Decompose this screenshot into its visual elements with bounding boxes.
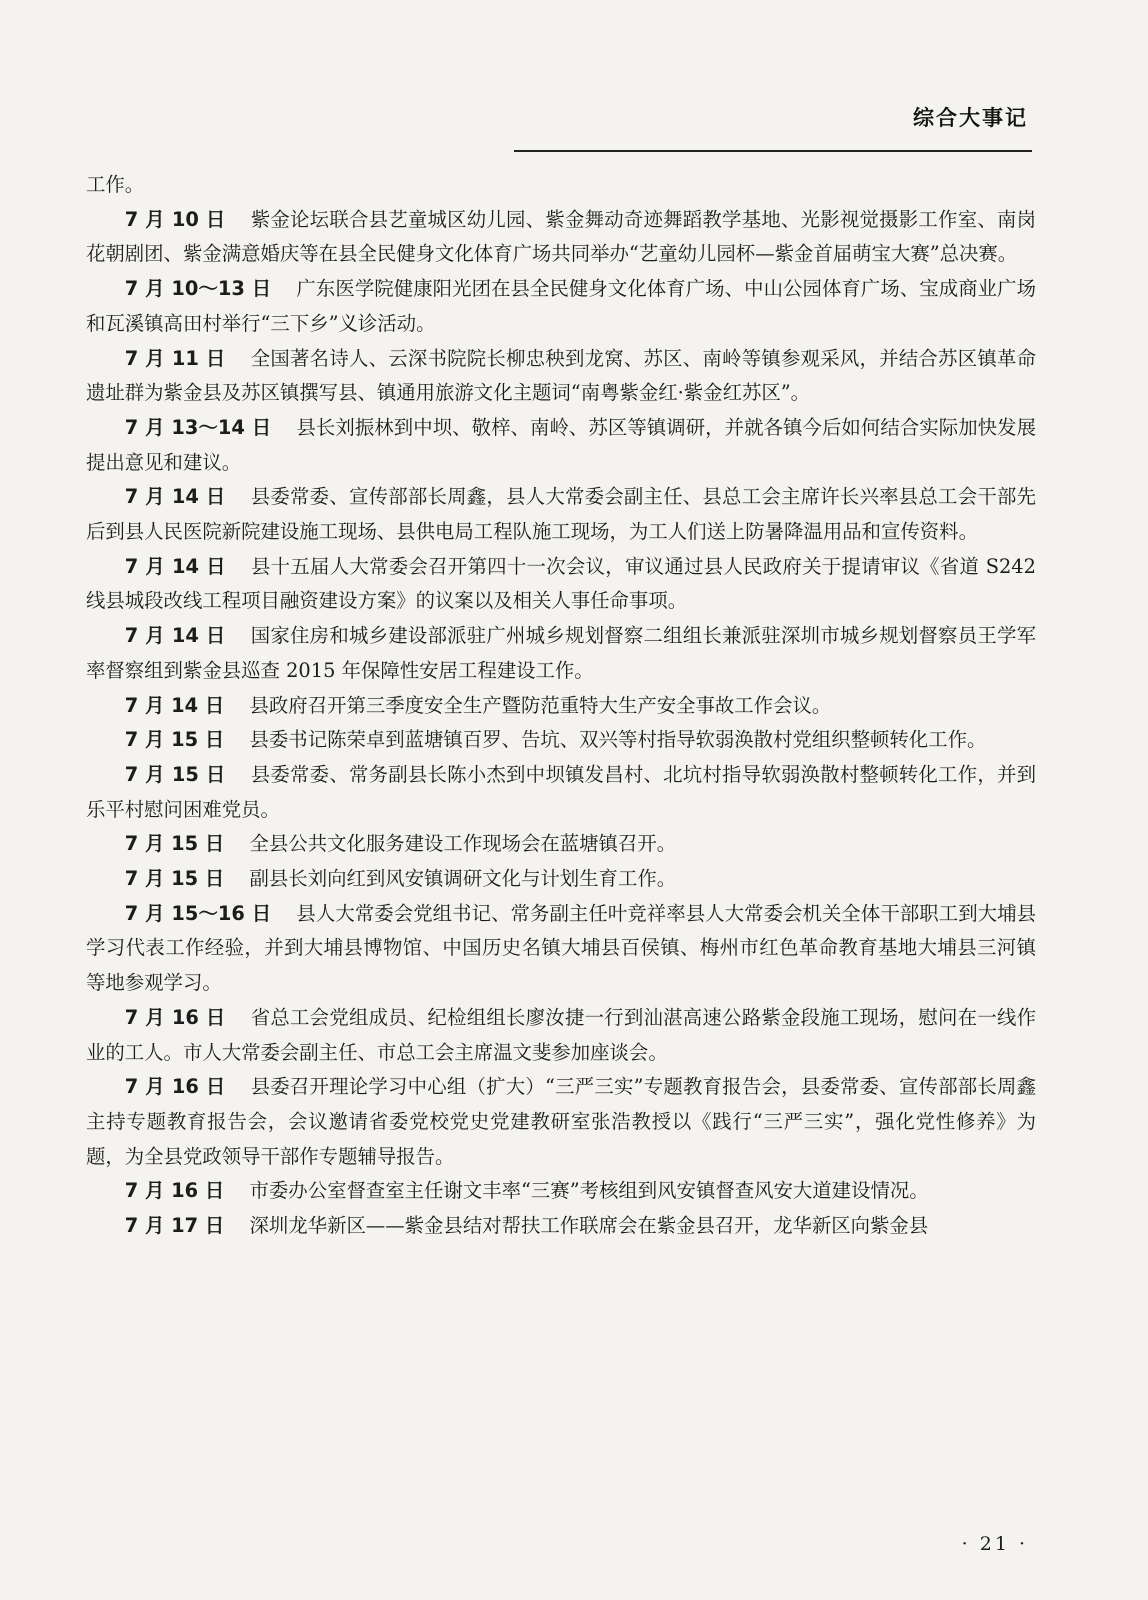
chronicle-entry — [86, 723, 1036, 758]
chronicle-entry — [86, 1174, 1036, 1209]
entry-text: 县委常委、常务副县长陈小杰到中坝镇发昌村、北坑村指导软弱涣散村整顿转化工作，并到乐平村慰问困难党员。 — [86, 762, 1037, 821]
chronicle-entry — [86, 411, 1036, 480]
entry-date: 7 月 14 日 — [124, 485, 226, 509]
entry-text: 县委书记陈荣卓到蓝塘镇百罗、告坑、双兴等村指导软弱涣散村党组织整顿转化工作。 — [249, 728, 987, 752]
entry-text: 县委召开理论学习中心组（扩大）“三严三实”专题教育报告会，县委常委、宣传部部长周鑫主持专题教育报告会，会议邀请省委党校党史党建教研室张浩教授以《践行“三严三实”，强化党性修养》为题，为全县党政领导干部作专题辅导报告。 — [86, 1075, 1036, 1168]
entry-text: 县十五届人大常委会召开第四十一次会议，审议通过县人民政府关于提请审议《省道 S242 线县城段改线工程项目融资建设方案》的议案以及相关人事任命事项。 — [86, 554, 1036, 613]
entry-text: 副县长刘向红到风安镇调研文化与计划生育工作。 — [249, 867, 677, 891]
entry-date: 7 月 15～16 日 — [124, 901, 272, 925]
entry-date: 7 月 16 日 — [124, 1005, 226, 1029]
entry-text: 紫金论坛联合县艺童城区幼儿园、紫金舞动奇迹舞蹈教学基地、光影视觉摄影工作室、南岗花朝剧团、紫金满意婚庆等在县全民健身文化体育广场共同举办“艺童幼儿园杯—紫金首届萌宝大赛”总决赛。 — [86, 207, 1037, 266]
chronicle-entry — [86, 168, 1036, 203]
chronicle-entry — [86, 480, 1036, 549]
entry-text: 全国著名诗人、云深书院院长柳忠秧到龙窝、苏区、南岭等镇参观采风，并结合苏区镇革命遗址群为紫金县及苏区镇撰写县、镇通用旅游文化主题词“南粤紫金红·紫金红苏区”。 — [86, 346, 1037, 405]
entry-text: 县政府召开第三季度安全生产暨防范重特大生产安全事故工作会议。 — [249, 693, 832, 717]
entry-text: 全县公共文化服务建设工作现场会在蓝塘镇召开。 — [249, 832, 677, 856]
chronicle-body — [86, 168, 1036, 1244]
page-number: · 21 · — [961, 1533, 1028, 1555]
entry-date: 7 月 11 日 — [124, 346, 226, 370]
chronicle-entry — [86, 342, 1036, 411]
chronicle-entry — [86, 1001, 1036, 1070]
chronicle-entry — [86, 758, 1036, 827]
entry-text: 县人大常委会党组书记、常务副主任叶竞祥率县人大常委会机关全体干部职工到大埔县学习代表工作经验，并到大埔县博物馆、中国历史名镇大埔县百侯镇、梅州市红色革命教育基地大埔县三河镇等地参观学习。 — [86, 901, 1036, 995]
chronicle-entry — [86, 897, 1036, 1001]
entry-date: 7 月 15 日 — [124, 867, 225, 891]
header-rule — [514, 150, 1032, 152]
entry-text: 市委办公室督查室主任谢文丰率“三赛”考核组到风安镇督查风安大道建设情况。 — [249, 1179, 929, 1203]
entry-date: 7 月 16 日 — [124, 1179, 225, 1203]
chronicle-entry — [86, 203, 1036, 272]
entry-text: 广东医学院健康阳光团在县全民健身文化体育广场、中山公园体育广场、宝成商业广场和瓦溪镇高田村举行“三下乡”义诊活动。 — [86, 277, 1036, 335]
entry-date: 7 月 10 日 — [124, 207, 226, 231]
entry-text: 国家住房和城乡建设部派驻广州城乡规划督察二组组长兼派驻深圳市城乡规划督察员王学军率督察组到紫金县巡查 2015 年保障性安居工程建设工作。 — [86, 624, 1037, 682]
chronicle-entry — [86, 827, 1036, 862]
entry-text: 工作。 — [86, 173, 145, 196]
entry-date: 7 月 16 日 — [124, 1075, 226, 1099]
entry-date: 7 月 15 日 — [124, 728, 225, 752]
entry-date: 7 月 15 日 — [124, 832, 225, 856]
entry-date: 7 月 15 日 — [124, 762, 226, 786]
entry-date: 7 月 10～13 日 — [124, 277, 272, 301]
chronicle-entry — [86, 272, 1036, 341]
entry-date: 7 月 17 日 — [124, 1214, 225, 1238]
entry-date: 7 月 13～14 日 — [124, 415, 272, 439]
entry-text: 深圳龙华新区——紫金县结对帮扶工作联席会在紫金县召开，龙华新区向紫金县 — [249, 1214, 929, 1238]
entry-text: 县委常委、宣传部部长周鑫，县人大常委会副主任、县总工会主席许长兴率县总工会干部先后到县人民医院新院建设施工现场、县供电局工程队施工现场，为工人们送上防暑降温用品和宣传资料。 — [86, 485, 1037, 544]
chronicle-entry — [86, 619, 1036, 688]
chronicle-entry — [86, 1070, 1036, 1174]
chronicle-entry — [86, 862, 1036, 897]
entry-date: 7 月 14 日 — [124, 554, 226, 578]
entry-text: 省总工会党组成员、纪检组组长廖汝捷一行到汕湛高速公路紫金段施工现场，慰问在一线作业的工人。市人大常委会副主任、市总工会主席温文斐参加座谈会。 — [86, 1005, 1037, 1064]
chronicle-entry — [86, 550, 1036, 619]
chronicle-entry — [86, 1209, 1036, 1244]
entry-date: 7 月 14 日 — [124, 693, 225, 717]
entry-date: 7 月 14 日 — [124, 624, 226, 648]
section-title: 综合大事记 — [913, 106, 1028, 130]
chronicle-entry — [86, 689, 1036, 724]
entry-text: 县长刘振林到中坝、敬梓、南岭、苏区等镇调研，并就各镇今后如何结合实际加快发展提出意见和建议。 — [86, 415, 1036, 474]
